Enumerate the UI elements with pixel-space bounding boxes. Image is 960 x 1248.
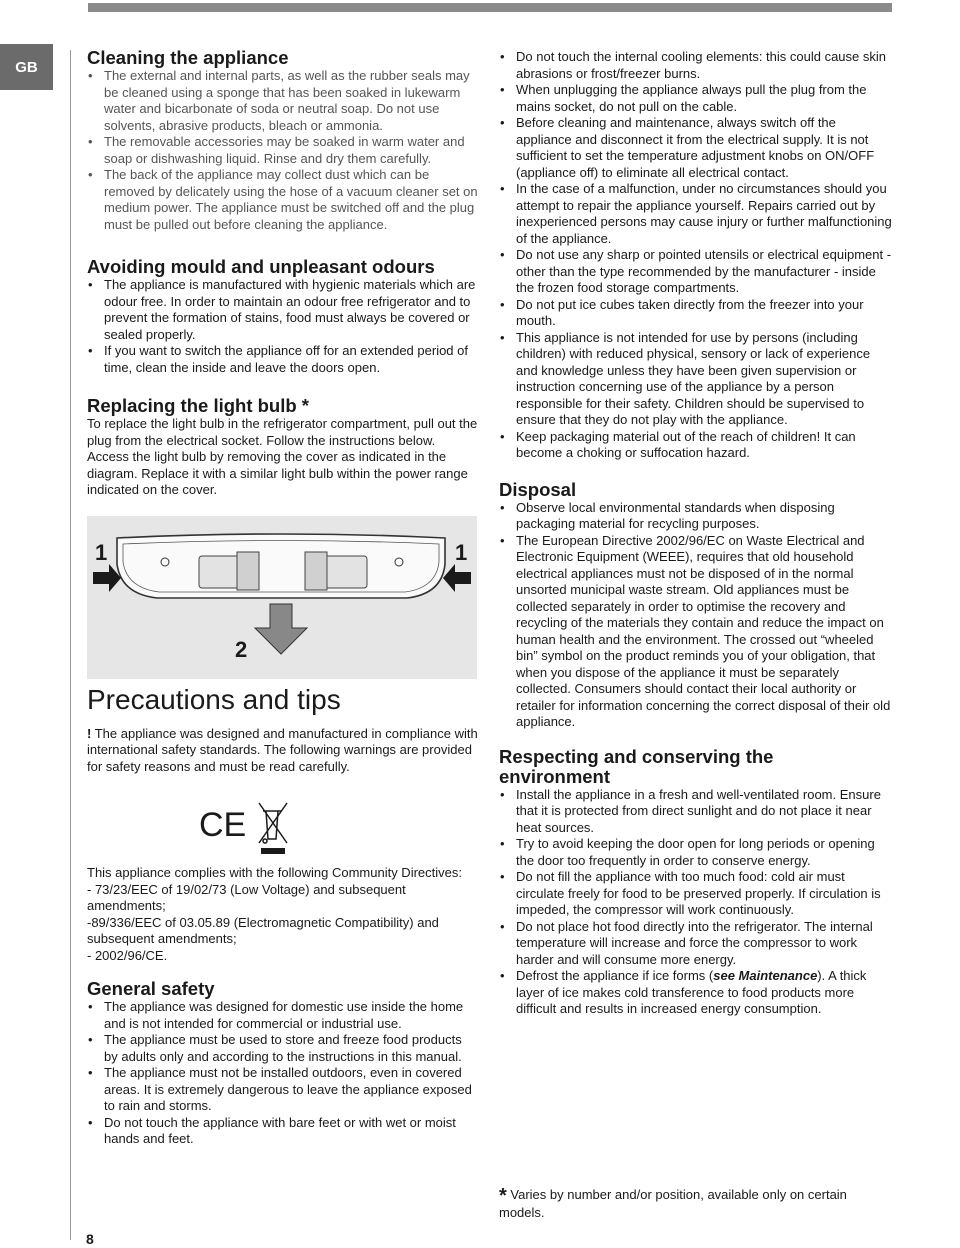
left-arrow-icon: [93, 564, 121, 592]
margin-rule: [70, 50, 71, 1240]
list-item: • Do not place hot food directly into the refrigerator. The internal temperature will increase and force the compressor to work harder and will consume more energy.: [499, 919, 894, 969]
maintenance-reference: see Maintenance: [713, 968, 818, 983]
cleaning-heading: Cleaning the appliance: [87, 47, 289, 68]
list-item: • Install the appliance in a fresh and well-ventilated room. Ensure that it is protected from direct sunlight and do not place it near heat sources.: [499, 787, 894, 837]
light-cover-illustration: [87, 516, 477, 679]
label-right: 1: [455, 539, 468, 565]
ce-weee-icon: [199, 797, 289, 859]
footnote-star: *: [499, 1185, 507, 1207]
light-bulb-para-1: To replace the light bulb in the refrigerator compartment, pull out the plug from the electrical socket. Follow the instructions below.: [87, 416, 478, 448]
list-item: • This appliance is not intended for use by persons (including children) with reduced physical, sensory or lack of experience and knowledge unless they have been given supervision or instruction concerning use of the appliance by a person responsible for their safety. Children should be supervised to ensure that they do not play with the appliance.: [499, 330, 894, 429]
list-item: • Keep packaging material out of the reach of children! It can become a choking or suffocation hazard.: [499, 429, 894, 462]
list-item: • The appliance must be used to store and freeze food products by adults only and according to the instructions in this manual.: [87, 1032, 479, 1065]
language-tab: GB: [0, 44, 53, 90]
directive-line: - 2002/96/CE.: [87, 947, 168, 963]
list-item: • Do not touch the internal cooling elements: this could cause skin abrasions or frost/freezer burns.: [499, 49, 894, 82]
list-item: • The removable accessories may be soaked in warm water and soap or dishwashing liquid. Rinse and dry them carefully.: [87, 134, 479, 167]
label-bottom: 2: [235, 636, 248, 662]
list-item: [499, 968, 894, 1018]
directive-line: -89/336/EEC of 03.05.89 (Electromagnetic Compatibility) and subsequent amendments;: [87, 914, 439, 946]
light-cover-diagram: [87, 516, 477, 679]
list-item: • When unplugging the appliance always pull the plug from the mains socket, do not pull on the cable.: [499, 82, 894, 115]
list-item: • If you want to switch the appliance off for an extended period of time, clean the inside and leave the doors open.: [87, 343, 479, 376]
list-item: • Do not touch the appliance with bare feet or with wet or moist hands and feet.: [87, 1115, 479, 1148]
list-item: • Before cleaning and maintenance, always switch off the appliance and disconnect it from the electrical supply. It is not sufficient to set the temperature adjustment knobs on ON/OFF (appliance off) to eliminate all electrical contact.: [499, 115, 894, 181]
list-item: • The external and internal parts, as well as the rubber seals may be cleaned using a sponge that has been soaked in lukewarm water and bicarbonate of soda or neutral soap. Do not use solvents, abrasive products, bleach or ammonia.: [87, 68, 479, 134]
environment-heading: Respecting and conserving the environment: [499, 745, 774, 787]
list-item: • Do not put ice cubes taken directly from the freezer into your mouth.: [499, 297, 894, 330]
directives-intro: This appliance complies with the following Community Directives:: [87, 865, 462, 880]
right-column: [499, 49, 894, 1018]
light-bulb-para-2: Access the light bulb by removing the cover as indicated in the diagram. Replace it with a similar light bulb within the power range indicated on the cover.: [87, 449, 468, 497]
left-column: [87, 48, 479, 1148]
label-left: 1: [95, 539, 108, 565]
list-item: • The back of the appliance may collect dust which can be removed by delicately using the hose of a vacuum cleaner set on medium power. The appliance must be switched off and the plug must be pulled out before cleaning the appliance.: [87, 167, 479, 233]
intro-text: The appliance was designed and manufactured in compliance with international safety standards. The following warnings are provided for safety reasons and must be read carefully.: [87, 725, 478, 774]
light-bulb-heading: Replacing the light bulb *: [87, 395, 309, 416]
defrost-text-pre: Defrost the appliance if ice forms (: [516, 968, 714, 983]
ce-mark: CE: [199, 806, 247, 844]
right-arrow-icon: [443, 564, 471, 592]
disposal-heading: Disposal: [499, 478, 577, 500]
list-item: • The European Directive 2002/96/EC on Waste Electrical and Electronic Equipment (WEEE), requires that old household electrical appliances must not be disposed of in the normal unsorted municipal waste stream. Old appliances must be collected separately in order to optimise the recovery and recycling of the materials they contain and reduce the impact on human health and the environment. The crossed out “wheeled bin” symbol on the product reminds you of your obligation, that when you dispose of the appliance it must be separately collected. Consumers should contact their local authority or retailer for information concerning the correct disposal of their old appliance.: [499, 533, 894, 731]
list-item: • Do not fill the appliance with too much food: cold air must circulate freely for food to be preserved properly. If circulation is impeded, the compressor will work continuously.: [499, 869, 894, 919]
disposal-list: [499, 500, 894, 731]
warning-mark: !: [87, 725, 92, 741]
defrost-text-post: ). A thick layer of ice makes cold transference to food products more difficult and results in increased energy consumption.: [516, 968, 867, 1016]
list-item: • The appliance is manufactured with hygienic materials which are odour free. In order to maintain an odour free refrigerator and to prevent the formation of stains, food must always be covered or sealed properly.: [87, 277, 479, 343]
precautions-intro: [87, 726, 479, 776]
general-safety-list: [87, 999, 479, 1148]
list-item: • Observe local environmental standards when disposing packaging material for recycling purposes.: [499, 500, 894, 533]
certification-marks: [199, 797, 479, 859]
safety-list: [499, 49, 894, 462]
down-arrow-icon: [255, 604, 307, 654]
precautions-title: Precautions and tips: [87, 683, 341, 715]
top-rule: [88, 3, 892, 12]
mould-list: [87, 277, 479, 376]
general-safety-heading: General safety: [87, 978, 215, 999]
mould-heading: Avoiding mould and unpleasant odours: [87, 256, 435, 277]
footnote: [499, 1187, 894, 1221]
list-item: • Do not use any sharp or pointed utensils or electrical equipment - other than the type recommended by the manufacturer - inside the frozen food storage compartments.: [499, 247, 894, 297]
directive-line: - 73/23/EEC of 19/02/73 (Low Voltage) and subsequent amendments;: [87, 881, 406, 913]
cleaning-list: [87, 68, 479, 233]
list-item: • The appliance must not be installed outdoors, even in covered areas. It is extremely dangerous to leave the appliance exposed to rain and storms.: [87, 1065, 479, 1115]
footnote-text: Varies by number and/or position, available only on certain models.: [499, 1187, 847, 1220]
list-item: • The appliance was designed for domestic use inside the home and is not intended for commercial or industrial use.: [87, 999, 479, 1032]
page-number: 8: [86, 1231, 94, 1247]
environment-list: [499, 787, 894, 1018]
list-item: • Try to avoid keeping the door open for long periods or opening the door too frequently in order to conserve energy.: [499, 836, 894, 869]
crossed-bin-icon: [259, 803, 287, 843]
list-item: • In the case of a malfunction, under no circumstances should you attempt to repair the appliance yourself. Repairs carried out by inexperienced persons may cause injury or further malfunctioning of the appliance.: [499, 181, 894, 247]
